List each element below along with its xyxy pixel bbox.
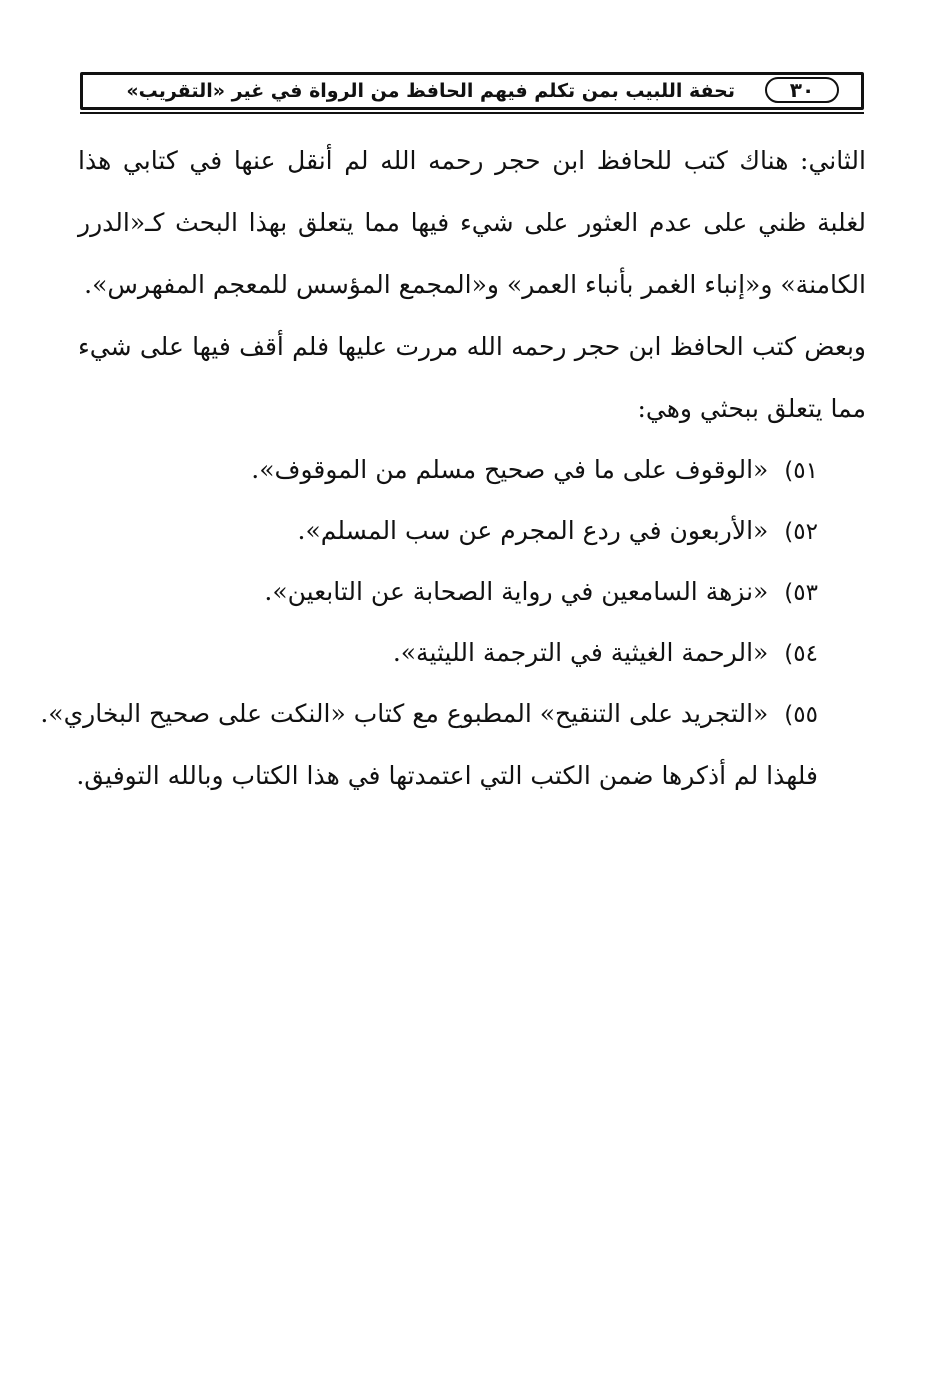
- running-title: تحفة اللبيب بمن تكلم فيهم الحافظ من الرواة في غير «التقريب»: [126, 80, 735, 102]
- list-item-number: ٥١): [784, 458, 818, 484]
- list-item: [78, 623, 866, 684]
- list-item-number: ٥٤): [784, 641, 818, 667]
- closing-paragraph: فلهذا لم أذكرها ضمن الكتب التي اعتمدتها في هذا الكتاب وبالله التوفيق.: [76, 761, 818, 790]
- list-item-text: «نزهة السامعين في رواية الصحابة عن التابعين».: [264, 577, 769, 606]
- list-item: [78, 501, 866, 562]
- paragraph-other-books: وبعض كتب الحافظ ابن حجر رحمه الله مررت عليها فلم أقف فيها على شيء مما يتعلق ببحثي وهي:: [78, 332, 866, 423]
- list-item-number: ٥٢): [784, 519, 818, 545]
- list-item-number: ٥٥): [784, 702, 818, 728]
- list-item: [40, 684, 866, 745]
- list-item-text: «الرحمة الغيثية في الترجمة الليثية».: [392, 638, 769, 667]
- page-body: [40, 130, 866, 807]
- list-item: [78, 562, 866, 623]
- list-item-text: «الأربعون في ردع المجرم عن سب المسلم».: [297, 516, 769, 545]
- paragraph-second-point: الثاني: هناك كتب للحافظ ابن حجر رحمه الله لم أنقل عنها في كتابي هذا لغلبة ظني على عدم العثور على شيء فيها مما يتعلق بهذا البحث كـ«الدرر الكامنة» و«إنباء الغمر بأنباء العمر» و«المجمع المؤسس للمعجم المفهرس».: [78, 146, 866, 299]
- header-rule: [80, 112, 864, 114]
- book-list: [40, 440, 866, 745]
- page-number: ٣٠: [765, 77, 839, 103]
- list-item-number: ٥٣): [784, 580, 818, 606]
- list-item-text: «التجريد على التنقيح» المطبوع مع كتاب «النكت على صحيح البخاري».: [40, 699, 769, 728]
- page-header: [80, 72, 864, 110]
- list-item: [78, 440, 866, 501]
- list-item-text: «الوقوف على ما في صحيح مسلم من الموقوف».: [251, 455, 769, 484]
